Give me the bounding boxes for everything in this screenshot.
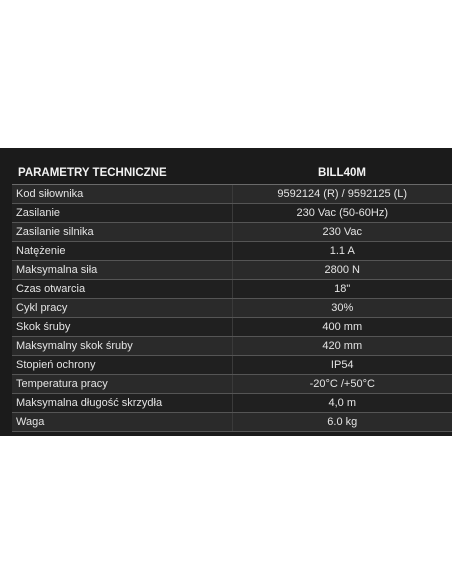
row-value: 2800 N [232,261,452,280]
table-row [12,337,452,356]
spec-panel [0,148,452,436]
spec-table [12,162,452,432]
row-value: 230 Vac (50-60Hz) [232,204,452,223]
table-row [12,280,452,299]
row-value: 6.0 kg [232,413,452,432]
row-value: 30% [232,299,452,318]
row-value: 4,0 m [232,394,452,413]
table-header-row [12,162,452,185]
row-value: 18" [232,280,452,299]
table-row [12,223,452,242]
row-value: 420 mm [232,337,452,356]
row-value: IP54 [232,356,452,375]
table-row [12,413,452,432]
row-label: Zasilanie silnika [12,223,232,242]
row-label: Temperatura pracy [12,375,232,394]
row-label: Maksymalna siła [12,261,232,280]
row-label: Maksymalna długość skrzydła [12,394,232,413]
row-value: 400 mm [232,318,452,337]
table-row [12,394,452,413]
row-value: 230 Vac [232,223,452,242]
table-row [12,261,452,280]
table-row [12,299,452,318]
row-value: 1.1 A [232,242,452,261]
header-label: PARAMETRY TECHNICZNE [12,162,232,185]
row-value: 9592124 (R) / 9592125 (L) [232,185,452,204]
row-value: -20°C /+50°C [232,375,452,394]
row-label: Maksymalny skok śruby [12,337,232,356]
row-label: Natężenie [12,242,232,261]
table-row [12,356,452,375]
row-label: Kod siłownika [12,185,232,204]
table-row [12,204,452,223]
header-model: BILL40M [232,162,452,185]
row-label: Zasilanie [12,204,232,223]
table-row [12,375,452,394]
table-row [12,185,452,204]
row-label: Skok śruby [12,318,232,337]
table-row [12,318,452,337]
row-label: Stopień ochrony [12,356,232,375]
row-label: Cykl pracy [12,299,232,318]
table-row [12,242,452,261]
row-label: Czas otwarcia [12,280,232,299]
row-label: Waga [12,413,232,432]
